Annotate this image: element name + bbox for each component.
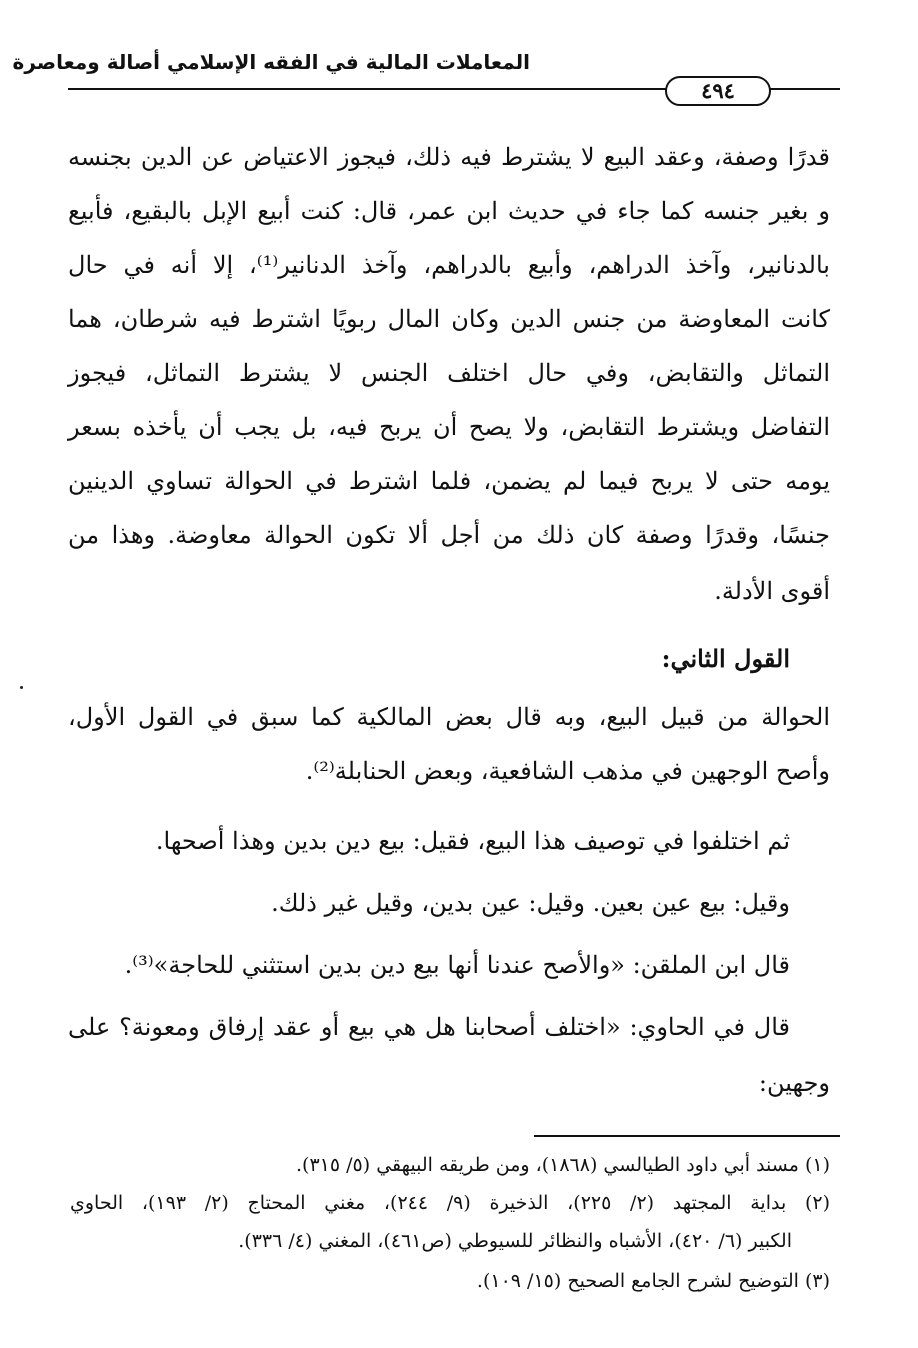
footnote-rule (534, 1135, 840, 1137)
body-line: قال في الحاوي: «اختلف أصحابنا هل هي بيع أو عقد إرفاق ومعونة؟ على (68, 1013, 790, 1041)
footnote-line: الكبير (٦/ ٤٢٠)، الأشباه والنظائر للسيوطي (ص٤٦١)، المغني (٤/ ٣٣٦). (238, 1230, 792, 1252)
body-line: جنسًا، وقدرًا وصفة كان ذلك من أجل ألا تكون الحوالة معاوضة. وهذا من (68, 521, 830, 549)
section-heading: القول الثاني: (661, 644, 790, 673)
body-line: ثم اختلفوا في توصيف هذا البيع، فقيل: بيع دين بدين وهذا أصحها. (155, 827, 790, 855)
body-line: أقوى الأدلة. (714, 577, 830, 605)
footnote-line: (١) مسند أبي داود الطيالسي (١٨٦٨)، ومن طريقه البيهقي (٥/ ٣١٥). (296, 1154, 830, 1176)
running-header-title: المعاملات المالية في الفقه الإسلامي أصالة ومعاصرة (12, 50, 530, 74)
body-line: التفاضل ويشترط التقابض، ولا يصح أن يربح فيه، بل يجب أن يأخذه بسعر (68, 413, 830, 441)
body-line: بالدنانير، وآخذ الدراهم، وأبيع بالدراهم، وآخذ الدنانير⁽¹⁾، إلا أنه في حال (68, 251, 830, 279)
footnote-line: (٣) التوضيح لشرح الجامع الصحيح (١٥/ ١٠٩). (476, 1270, 830, 1292)
footnote-line: (٢) بداية المجتهد (٢/ ٢٢٥)، الذخيرة (٩/ ٢٤٤)، مغني المحتاج (٢/ ١٩٣)، الحاوي (70, 1192, 831, 1214)
body-line: التماثل والتقابض، وفي حال اختلف الجنس لا يشترط التماثل، فيجوز (68, 359, 830, 387)
body-line: وقيل: بيع عين بعين. وقيل: عين بدين، وقيل غير ذلك. (271, 889, 790, 917)
body-line: كانت المعاوضة من جنس الدين وكان المال ربويًا اشترط فيه شرطان، هما (68, 305, 830, 333)
body-line: يومه حتى لا يربح فيما لم يضمن، فلما اشترط في الحوالة تساوي الدينين (68, 467, 830, 495)
body-line: قدرًا وصفة، وعقد البيع لا يشترط فيه ذلك، فيجوز الاعتياض عن الدين بجنسه (68, 143, 830, 171)
body-line: قال ابن الملقن: «والأصح عندنا أنها بيع دين بدين استثني للحاجة»⁽³⁾. (124, 951, 790, 979)
page-number-badge: ٤٩٤ (665, 76, 771, 106)
body-line: وأصح الوجهين في مذهب الشافعية، وبعض الحنابلة⁽²⁾. (305, 757, 830, 785)
body-line: وجهين: (758, 1069, 830, 1097)
body-line: الحوالة من قبيل البيع، وبه قال بعض المالكية كما سبق في القول الأول، (68, 703, 830, 731)
body-line: و بغير جنسه كما جاء في حديث ابن عمر، قال: كنت أبيع الإبل بالبقيع، فأبيع (68, 197, 830, 225)
scan-speck (20, 686, 23, 689)
